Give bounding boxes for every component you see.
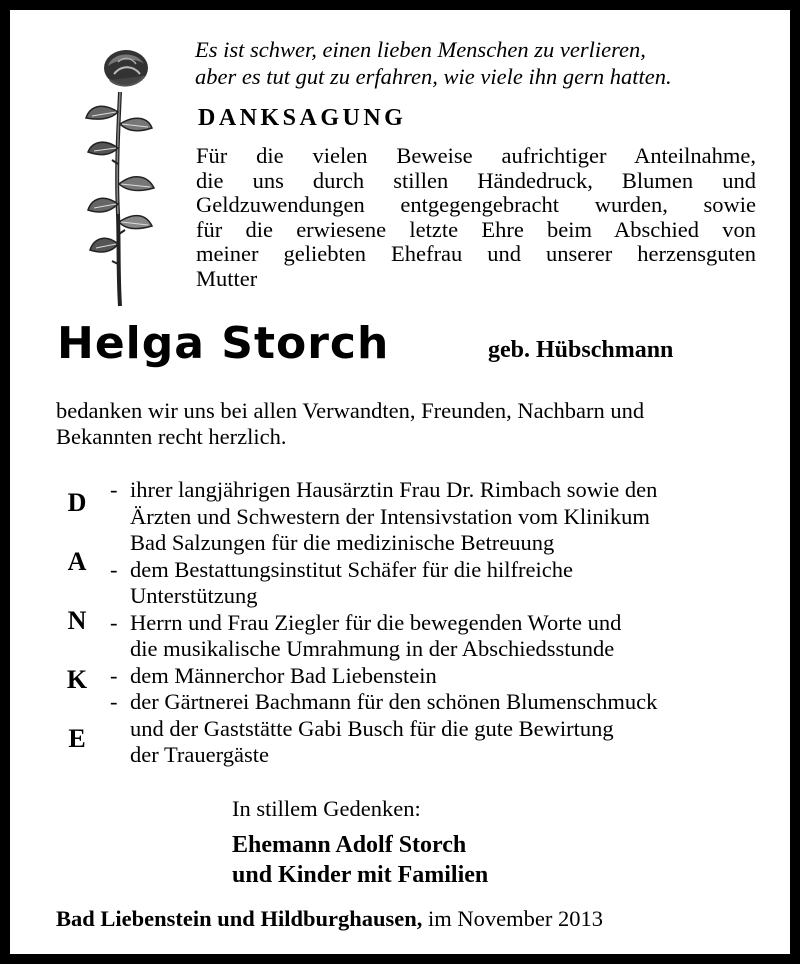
signer-line: Ehemann Adolf Storch (232, 832, 467, 858)
item-line: Ärzten und Schwestern der Intensivstation vom Klinikum (130, 503, 650, 529)
item-line: und der Gaststätte Gabi Busch für die gute Bewirtung (130, 715, 614, 741)
item-line: Unterstützung (130, 583, 258, 608)
item-line: Herrn und Frau Ziegler für die bewegenden Worte und (130, 609, 622, 635)
danke-letter: E (68, 724, 86, 753)
intro-line: Geldzuwendungen entgegengebracht wurden, sowie (196, 192, 756, 217)
danke-letters (62, 488, 92, 783)
item-line: dem Bestattungsinstitut Schäfer für die hilfreiche (130, 556, 574, 582)
in-memory-line: In stillem Gedenken: (232, 796, 421, 821)
list-item (110, 689, 770, 769)
intro-line: meiner geliebten Ehefrau und unserer herzensguten (196, 241, 756, 266)
intro-line: für die erwiesene letzte Ehre beim Abschied von (196, 216, 756, 242)
item-line: dem Männerchor Bad Liebenstein (130, 662, 437, 688)
thanks-paragraph (56, 398, 756, 450)
item-line: ihrer langjährigen Hausärztin Frau Dr. Rimbach sowie den (130, 477, 658, 502)
list-item (110, 557, 770, 610)
danke-letter: K (66, 665, 88, 694)
danke-letter: A (67, 547, 87, 576)
obituary-notice (7, 7, 793, 957)
dash: - (110, 477, 118, 502)
danke-list (110, 477, 770, 769)
dash: - (110, 556, 118, 582)
item-line: Bad Salzungen für die medizinische Betreuung (130, 530, 555, 555)
list-item (110, 663, 770, 690)
quote-line: aber es tut gut zu erfahren, wie viele ihn gern hatten. (195, 64, 672, 89)
intro-line: die uns durch stillen Händedruck, Blumen und (196, 167, 756, 193)
item-line: die musikalische Umrahmung in der Abschiedsstunde (130, 636, 615, 661)
rose-icon (78, 44, 168, 314)
intro-paragraph (196, 144, 756, 291)
dash: - (110, 662, 118, 688)
intro-line: Mutter (196, 265, 258, 291)
danke-letter: D (67, 488, 87, 517)
quote-line: Es ist schwer, einen lieben Menschen zu verlieren, (195, 37, 646, 62)
thanks-line: Bekannten recht herzlich. (56, 424, 287, 449)
list-item (110, 477, 770, 557)
thanks-line: bedanken wir uns bei allen Verwandten, Freunden, Nachbarn und (56, 398, 645, 423)
item-line: der Trauergäste (130, 742, 269, 767)
danke-letter: N (67, 606, 87, 635)
deceased-name: Helga Storch (57, 318, 390, 369)
signer-line: und Kinder mit Familien (232, 862, 489, 888)
item-line: der Gärtnerei Bachmann für den schönen Blumenschmuck (130, 689, 658, 714)
signers (232, 830, 488, 890)
place-date (56, 906, 603, 932)
maiden-name: geb. Hübschmann (488, 337, 674, 363)
date-text: im November 2013 (422, 906, 603, 931)
intro-line: Für die vielen Beweise aufrichtiger Anteilnahme, (196, 143, 756, 168)
quote (195, 36, 785, 90)
place-location: Bad Liebenstein und Hildburghausen, (56, 906, 423, 931)
list-item (110, 610, 770, 663)
dash: - (110, 689, 118, 714)
heading-danksagung: DANKSAGUNG (198, 105, 407, 131)
dash: - (110, 609, 118, 635)
